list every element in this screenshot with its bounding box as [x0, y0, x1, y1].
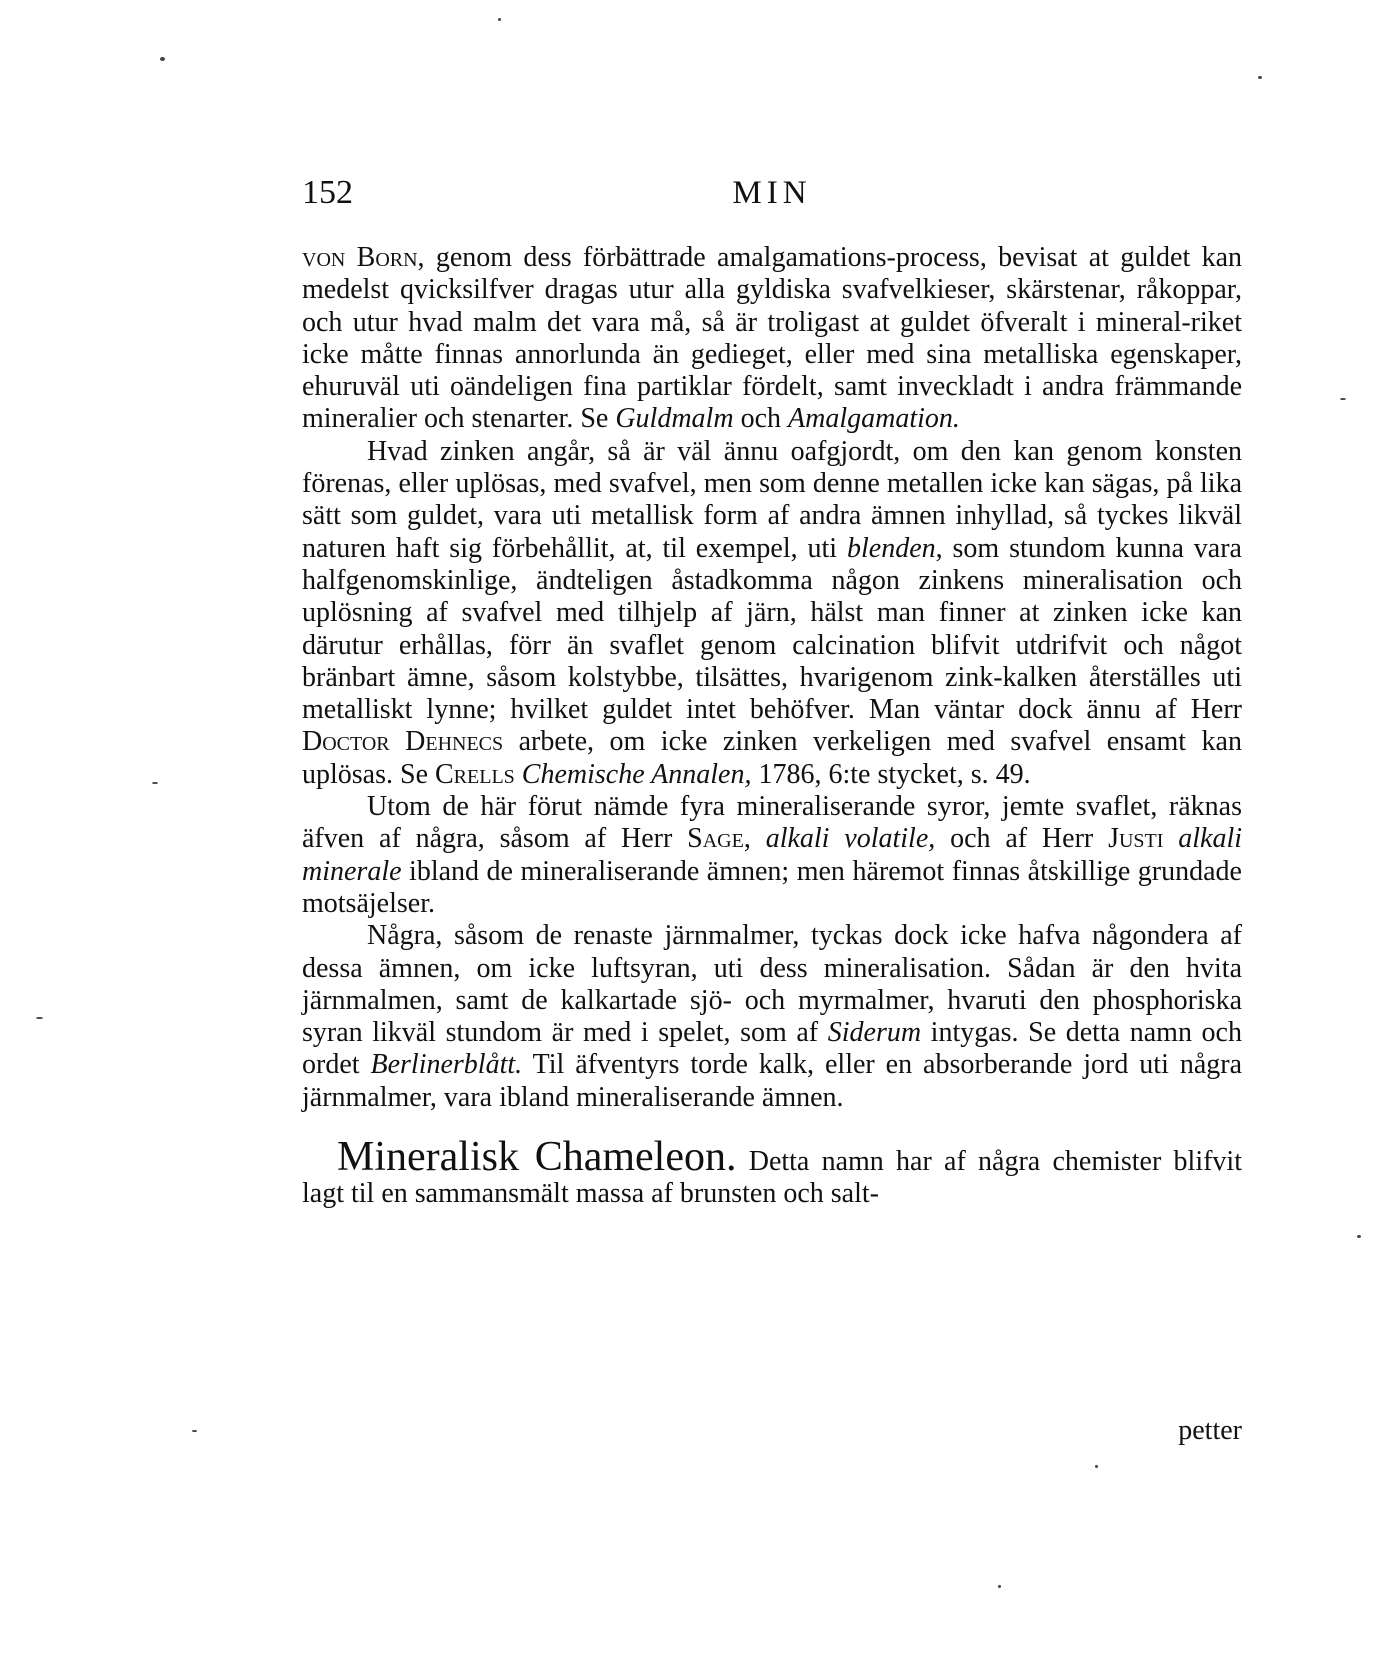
- text-run: intygas. Se detta namn och ordet: [302, 1017, 1242, 1081]
- text-run: arbete, om icke zinken verkeligen med svafvel ensamt kan uplösas. Se: [302, 726, 1242, 790]
- text-run: [1163, 823, 1178, 854]
- cross-reference: Siderum: [827, 1017, 922, 1049]
- scan-speck: [36, 1017, 43, 1019]
- scan-speck: [1357, 1235, 1361, 1238]
- cross-reference: Chemische Annalen,: [521, 758, 752, 790]
- paragraph-1: [302, 242, 1242, 436]
- person-name: Doctor Dehnecs: [302, 726, 504, 758]
- text-run: Hvad zinken angår, så är väl ännu oafgjordt, om den kan genom konsten förenas, eller uplösas, med svafvel, men som denne metallen icke kan sägas, på lika sätt som guldet, vara uti metallisk form af andra ämnen inhyllad, så tyckes likväl naturen haft sig förbehållit, at, til exempel, uti: [302, 435, 1242, 564]
- cross-reference: alkali minerale: [302, 823, 1243, 887]
- cross-reference: Berlinerblått.: [370, 1049, 523, 1081]
- text-run: ,: [743, 823, 766, 855]
- person-name: Sage: [687, 823, 744, 855]
- paragraph-4: [302, 920, 1242, 1114]
- running-head: MIN: [732, 175, 812, 211]
- text-run: 1786, 6:te stycket, s. 49.: [751, 758, 1031, 790]
- scan-speck: [998, 1585, 1001, 1588]
- person-name: Justi: [1108, 823, 1164, 855]
- cross-reference: Amalgamation.: [788, 403, 960, 435]
- text-run: och af Herr: [935, 823, 1109, 855]
- paragraph-2: [302, 436, 1242, 791]
- dictionary-entry: [302, 1136, 1242, 1211]
- body-text: [302, 242, 1242, 1211]
- scan-speck: [192, 1430, 197, 1432]
- scan-speck: [160, 57, 165, 61]
- text-run: och: [733, 403, 788, 435]
- text-run: Utom de här förut nämde fyra mineraliserande syror, jemte svaflet, räknas äfven af några, såsom af Herr: [302, 791, 1242, 855]
- cross-reference: blenden,: [846, 532, 943, 564]
- paragraph-3: [302, 791, 1242, 920]
- page-number: 152: [302, 174, 353, 211]
- text-run: Detta namn har af några chemister blifvit lagt til en sammansmält massa af brunsten och salt-: [302, 1146, 1242, 1210]
- cross-reference: alkali volatile,: [765, 823, 936, 855]
- person-name: von Born: [302, 242, 418, 273]
- scan-speck: [1340, 398, 1346, 400]
- scan-speck: [152, 782, 158, 784]
- scan-speck: [498, 18, 501, 21]
- person-name: Crells: [435, 758, 515, 790]
- page-header: [302, 172, 1242, 222]
- text-run: Til äfventyrs torde kalk, eller en absorberande jord uti några järnmalmer, vara ibland mineraliserande ämnen.: [302, 1049, 1242, 1113]
- scan-speck: [1258, 76, 1262, 79]
- entry-headword: Mineralisk Chameleon.: [337, 1134, 737, 1181]
- text-run: ibland de mineraliserande ämnen; men häremot finnas åtskillige grundade motsäjelser.: [302, 855, 1242, 919]
- catchword: petter: [1178, 1415, 1242, 1446]
- scan-speck: [1095, 1465, 1098, 1468]
- text-run: som stundom kunna vara halfgenomskinlige, ändteligen åstadkomma någon zinkens mineralisation och uplösning af svafvel med tilhjelp af järn, hälst man finner at zinken icke kan därutur erhållas, förr än svaflet genom calcination blifvit utdrifvit och något bränbart ämne, såsom kolstybbe, tilsättes, hvarigenom zink-kalken återställes uti metalliskt lynne; hvilket guldet intet behöfver. Man väntar dock ännu af Herr: [302, 532, 1242, 726]
- cross-reference: Guldmalm: [615, 403, 734, 435]
- text-run: , genom dess förbättrade amalgamations-process, bevisat at guldet kan medelst qvicksilfver dragas utur alla gyldiska svafvelkieser, skärstenar, råkoppar, och utur hvad malm det vara må, så är troligast at guldet öfveralt i mineral-riket icke måtte finnas annorlunda än gedieget, eller med sina metalliska egenskaper, ehuruväl uti oändeligen fina partiklar fördelt, samt inveckladt i andra främmande mineralier och stenarter. Se: [302, 242, 1242, 435]
- text-run: Några, såsom de renaste järnmalmer, tyckas dock icke hafva någondera af dessa ämnen, om icke luftsyran, uti dess mineralisation. Sådan är den hvita järnmalmen, samt de kalkartade sjö- och myrmalmer, hvaruti den phosphoriska syran likväl stundom är med i spelet, som af: [302, 920, 1242, 1049]
- text-run: [515, 759, 522, 790]
